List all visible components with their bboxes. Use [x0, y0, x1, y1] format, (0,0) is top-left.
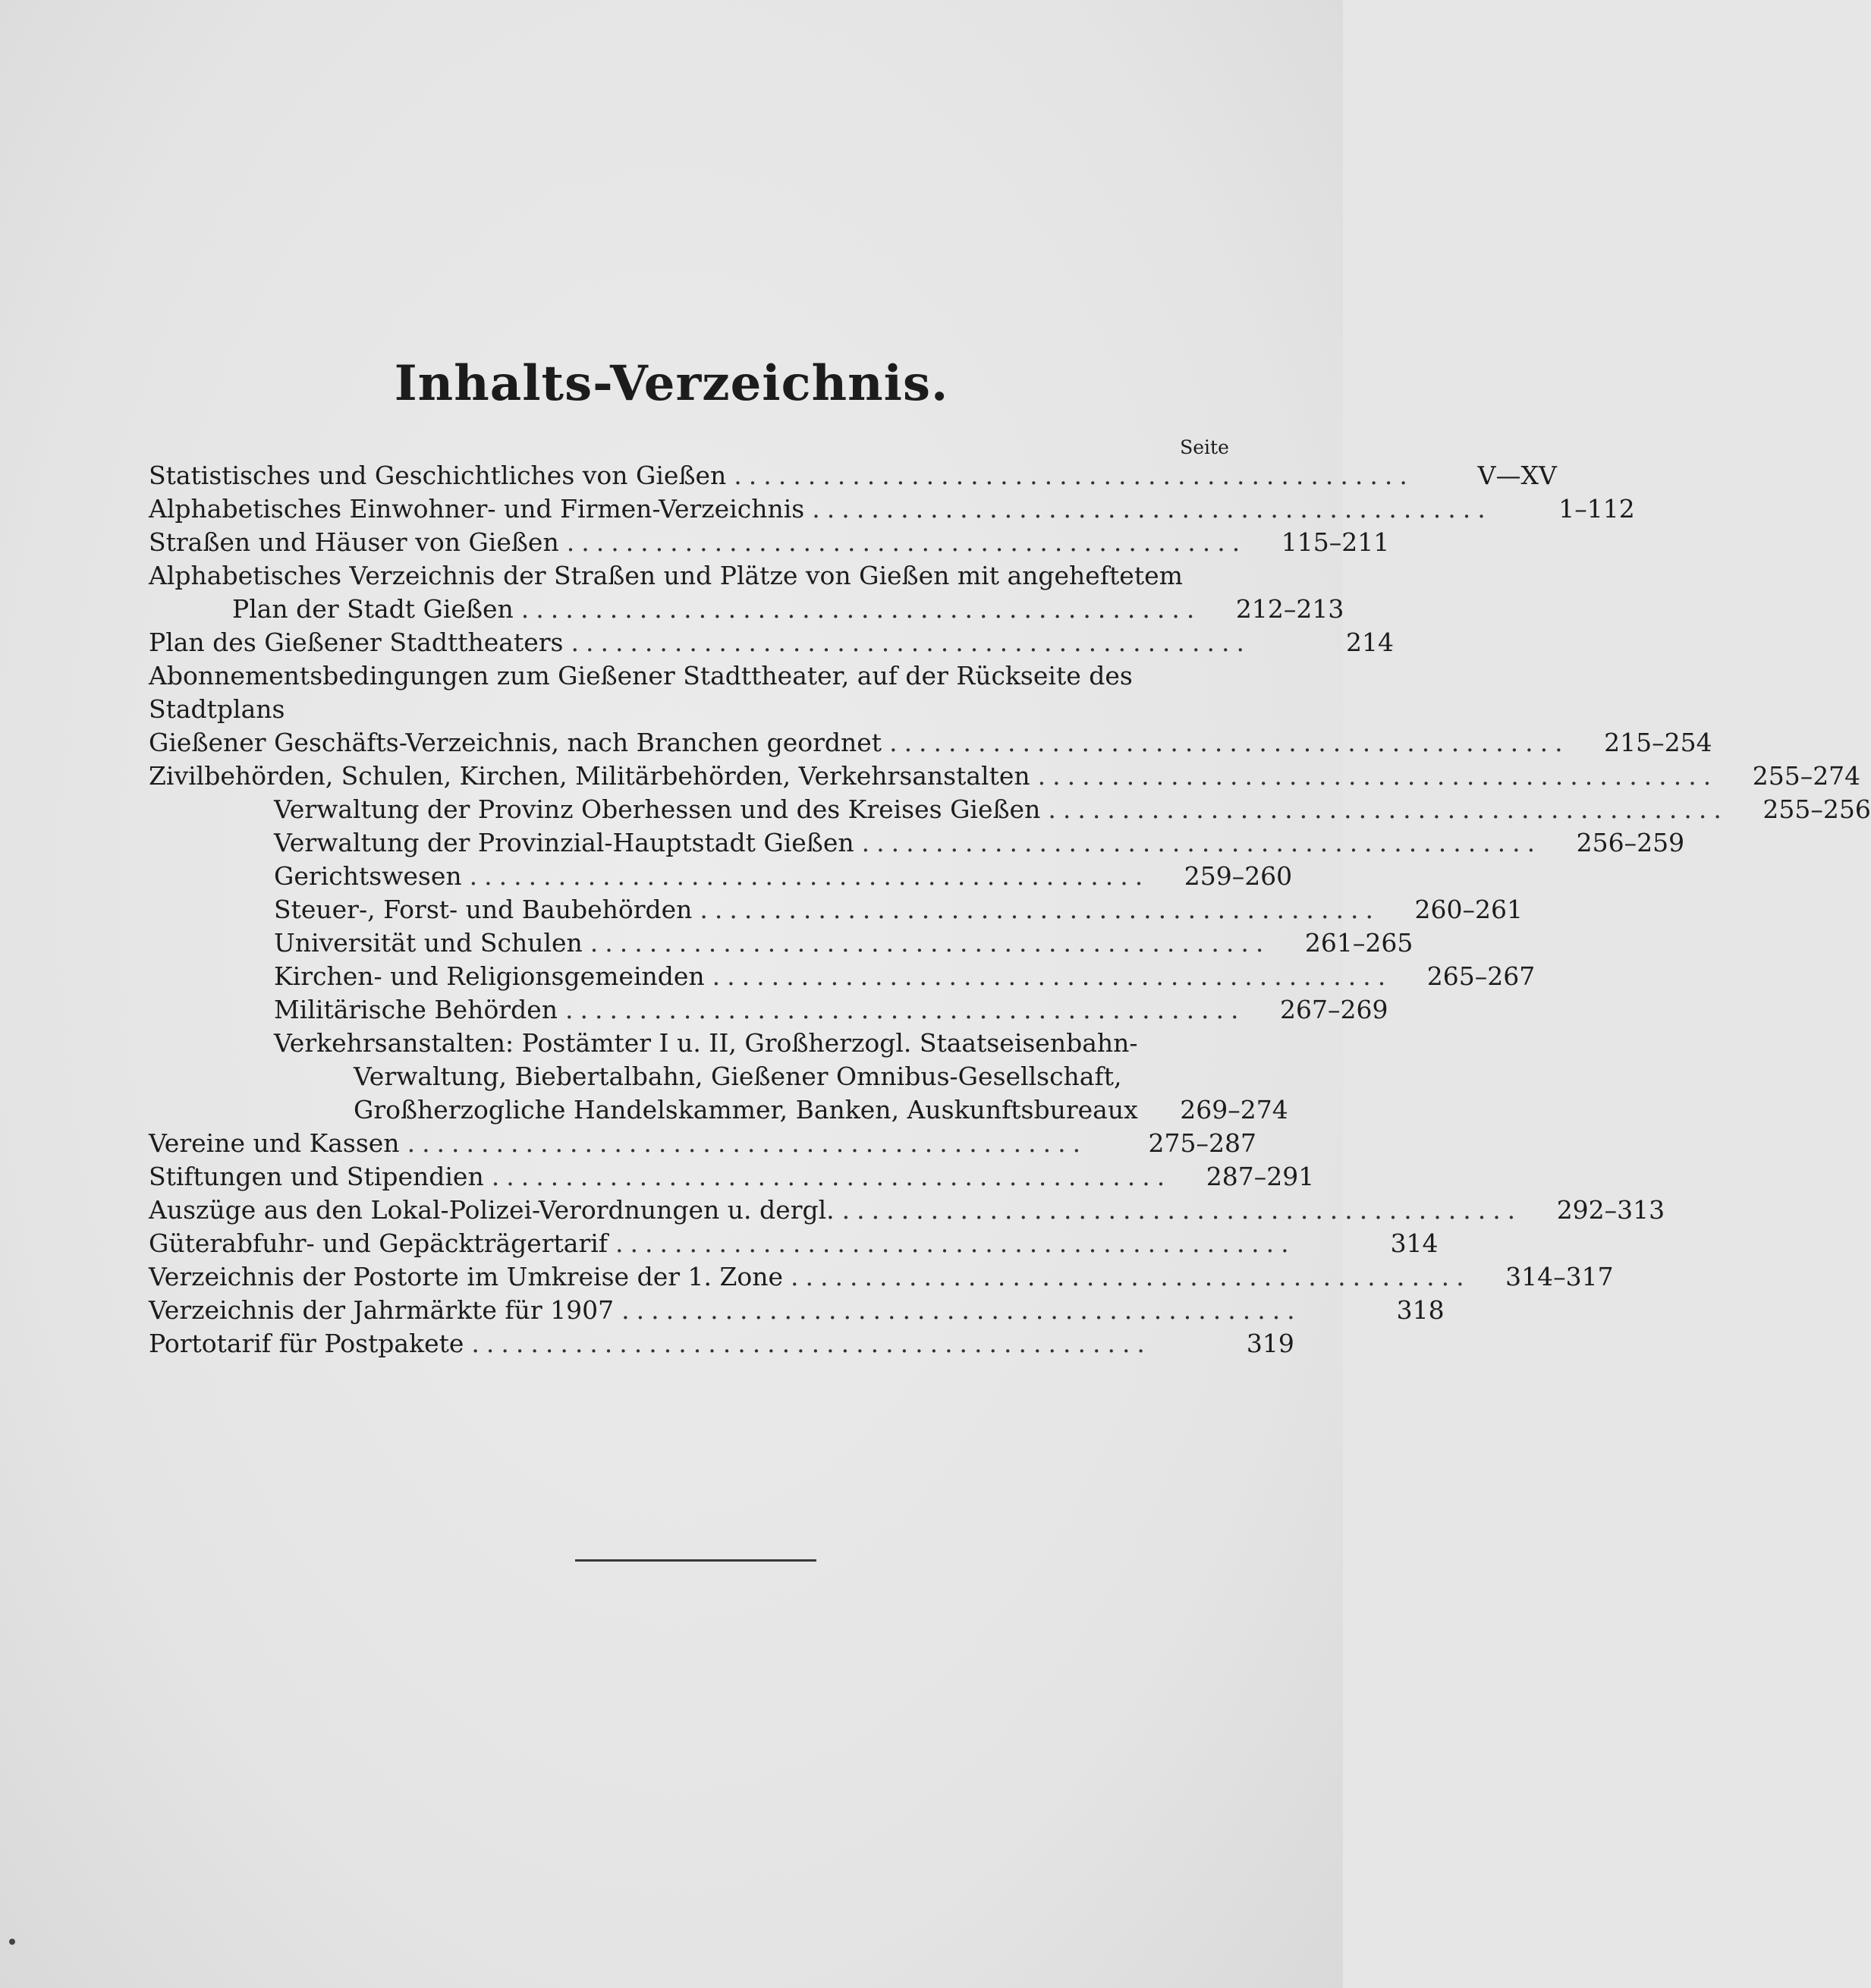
leader-dots: ..............................................	[700, 895, 1380, 924]
leader-dots: ..............................................	[571, 628, 1251, 657]
toc-entry-pages: 287–291	[1206, 1162, 1315, 1191]
toc-entry-label: Güterabfuhr- und Gepäckträgertarif	[149, 1228, 608, 1258]
toc-entry-label: Kirchen- und Religionsgemeinden	[274, 961, 705, 991]
toc-entry-label: Straßen und Häuser von Gießen	[149, 527, 559, 557]
leader-dots: ..............................................	[861, 828, 1542, 857]
toc-entry	[149, 626, 1394, 659]
toc-entry-pages: 256–259	[1576, 828, 1685, 857]
toc-entry-label: Plan des Gießener Stadttheaters	[149, 628, 564, 657]
toc-entry-label: Gießener Geschäfts-Verzeichnis, nach Branchen geordnet	[149, 728, 882, 757]
toc-entry-pages: 292–313	[1556, 1195, 1665, 1225]
toc-entry-label: Verzeichnis der Postorte im Umkreise der 1. Zone	[149, 1262, 784, 1291]
paper-speck	[9, 1939, 15, 1945]
toc-entry	[149, 593, 1344, 626]
toc-entry	[149, 926, 1413, 960]
leader-dots: ..............................................	[1037, 761, 1718, 791]
toc-entry-pages: 269–274	[1180, 1095, 1288, 1125]
toc-entry-label: Portotarif für Postpakete	[149, 1329, 464, 1358]
toc-entry	[149, 526, 1390, 559]
leader-dots: ..............................................	[812, 494, 1492, 524]
toc-entry	[149, 559, 1256, 593]
toc-entry-pages: 265–267	[1426, 961, 1536, 991]
toc-entry	[149, 1060, 1256, 1093]
toc-entry-label: Plan der Stadt Gießen	[232, 594, 514, 624]
toc-entry-pages: 260–261	[1414, 895, 1523, 924]
toc-entry-label: Auszüge aus den Lokal-Polizei-Verordnungen u. dergl.	[149, 1195, 835, 1225]
leader-dots: ..............................................	[841, 1195, 1523, 1225]
toc-entry-label: Verwaltung der Provinz Oberhessen und des Kreises Gießen	[274, 794, 1041, 824]
toc-entry-label: Verwaltung der Provinzial-Hauptstadt Gießen	[274, 828, 854, 857]
toc-entry	[149, 793, 1871, 826]
toc-entry-pages: 259–260	[1184, 861, 1293, 891]
toc-entry-pages: 275–287	[1148, 1128, 1256, 1158]
page-title: Inhalts-Verzeichnis.	[394, 355, 949, 412]
toc-entry-label: Alphabetisches Einwohner- und Firmen-Verzeichnis	[149, 494, 805, 524]
toc-entry-label: Verwaltung, Biebertalbahn, Gießener Omnibus-Gesellschaft,	[354, 1062, 1122, 1091]
toc-entry	[149, 726, 1712, 760]
toc-entry-label: Stadtplans	[149, 694, 285, 724]
toc-entry-label: Alphabetisches Verzeichnis der Straßen und Plätze von Gießen mit angeheftetem	[149, 561, 1183, 590]
toc-entry	[149, 826, 1685, 860]
leader-dots: ..............................................	[407, 1128, 1088, 1158]
page-column-header: Seite	[1180, 436, 1229, 458]
toc-entry-label: Universität und Schulen	[274, 928, 583, 958]
leader-dots: ..............................................	[590, 928, 1271, 958]
toc-entry-label: Vereine und Kassen	[149, 1128, 400, 1158]
leader-dots: ..............................................	[621, 1295, 1302, 1325]
leader-dots: ..............................................	[734, 461, 1414, 490]
toc-entry	[149, 1260, 1614, 1294]
toc-entry-label: Statistisches und Geschichtliches von Gießen	[149, 461, 727, 490]
toc-entry-pages: 255–256	[1763, 794, 1871, 824]
toc-entry-label: Großherzogliche Handelskammer, Banken, Auskunftsbureaux	[354, 1095, 1138, 1125]
leader-dots: ..............................................	[615, 1228, 1296, 1258]
leader-dots: ..............................................	[520, 594, 1202, 624]
leader-dots: ..............................................	[791, 1262, 1471, 1291]
toc-entry	[149, 760, 1861, 793]
toc-entry-pages: V—XV	[1477, 461, 1557, 490]
toc-entry-pages: 1–112	[1558, 494, 1635, 524]
toc-entry	[149, 693, 1256, 726]
toc-entry-pages: 261–265	[1304, 928, 1413, 958]
toc-entry-label: Stiftungen und Stipendien	[149, 1162, 484, 1191]
leader-dots: ..............................................	[566, 527, 1247, 557]
toc-entry-label: Zivilbehörden, Schulen, Kirchen, Militärbehörden, Verkehrsanstalten	[149, 761, 1030, 791]
toc-entry	[149, 1194, 1665, 1227]
leader-dots: ..............................................	[491, 1162, 1172, 1191]
toc-entry-pages: 215–254	[1604, 728, 1712, 757]
leader-dots: ..............................................	[469, 861, 1150, 891]
toc-entry	[149, 860, 1293, 893]
toc-entry-label: Militärische Behörden	[274, 995, 558, 1024]
toc-entry-label: Verkehrsanstalten: Postämter I u. II, Großherzogl. Staatseisenbahn-	[274, 1028, 1138, 1058]
toc-entry-label: Abonnementsbedingungen zum Gießener Stadttheater, auf der Rückseite des	[149, 661, 1133, 690]
toc-entry-pages: 314	[1390, 1228, 1439, 1258]
toc-entry-label: Gerichtswesen	[274, 861, 462, 891]
toc-entry	[149, 659, 1256, 693]
closing-rule	[575, 1559, 816, 1562]
toc-entry	[149, 960, 1536, 993]
leader-dots: ..............................................	[889, 728, 1570, 757]
toc-entry-label: Steuer-, Forst- und Baubehörden	[274, 895, 693, 924]
toc-entry	[149, 1093, 1288, 1127]
toc-entry	[149, 1027, 1256, 1060]
leader-dots: ..............................................	[565, 995, 1246, 1024]
toc-entry-pages: 212–213	[1235, 594, 1344, 624]
toc-entry	[149, 1127, 1256, 1160]
toc-entry	[149, 893, 1523, 926]
toc-entry-pages: 267–269	[1280, 995, 1388, 1024]
toc-entry-pages: 314–317	[1505, 1262, 1614, 1291]
toc-entry	[149, 1227, 1439, 1260]
leader-dots: ..............................................	[712, 961, 1393, 991]
toc-entry	[149, 459, 1557, 492]
toc-entry	[149, 1327, 1294, 1360]
table-of-contents	[149, 459, 1871, 1360]
toc-entry	[149, 1160, 1315, 1194]
toc-entry	[149, 993, 1388, 1027]
leader-dots: ..............................................	[1048, 794, 1728, 824]
toc-entry	[149, 492, 1635, 526]
toc-entry-pages: 319	[1246, 1329, 1294, 1358]
toc-entry-pages: 255–274	[1752, 761, 1861, 791]
toc-entry-pages: 115–211	[1281, 527, 1390, 557]
toc-entry-pages: 214	[1346, 628, 1394, 657]
toc-entry	[149, 1294, 1445, 1327]
toc-entry-pages: 318	[1396, 1295, 1445, 1325]
leader-dots: ..............................................	[471, 1329, 1152, 1358]
toc-entry-label: Verzeichnis der Jahrmärkte für 1907	[149, 1295, 615, 1325]
